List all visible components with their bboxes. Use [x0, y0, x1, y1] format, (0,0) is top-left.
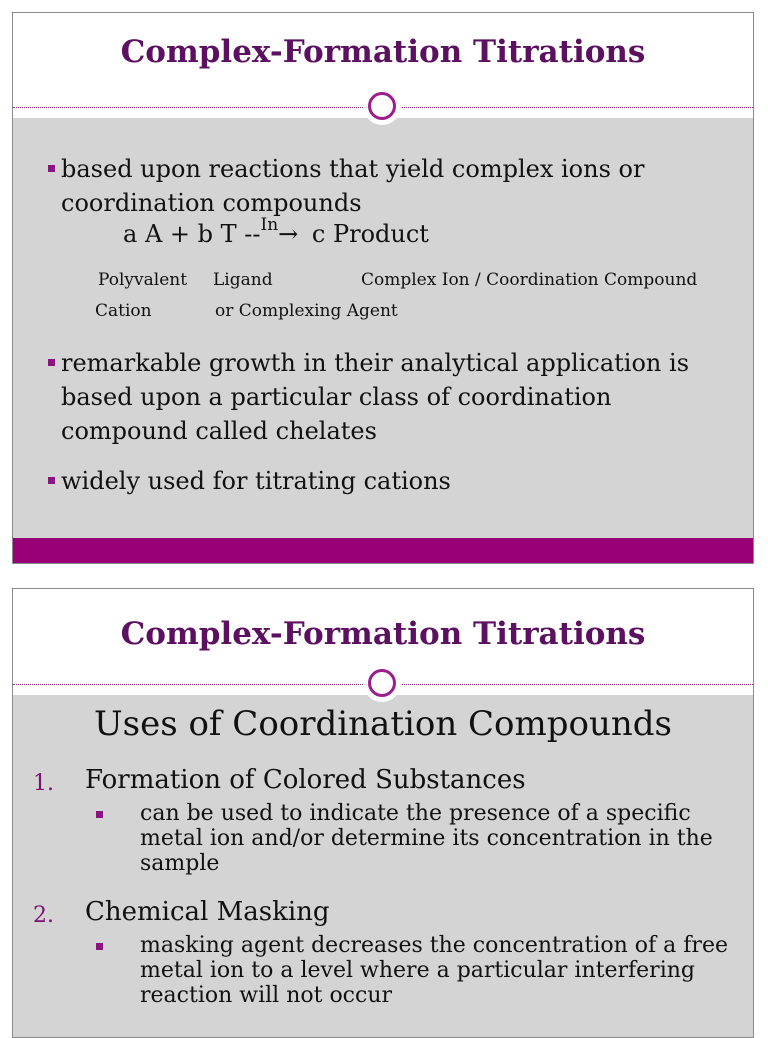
- item-1-detail: can be used to indicate the presence of a specific metal ion and/or determine its concentration in the sample: [140, 801, 713, 876]
- square-bullet-icon: [48, 359, 55, 366]
- arrow-icon: →: [278, 220, 299, 248]
- slide-1-title: Complex-Formation Titrations: [120, 34, 646, 70]
- slide-2: [12, 588, 754, 1038]
- item-1-label: Formation of Colored Substances: [85, 765, 526, 795]
- square-bullet-icon: [96, 811, 103, 818]
- label-complexing-agent: or Complexing Agent: [215, 301, 398, 321]
- item-2-number: 2.: [33, 903, 54, 928]
- bullet-text: widely used for titrating cations: [61, 467, 451, 495]
- slide-1-bullet-3: [61, 464, 731, 498]
- label-ligand: Ligand: [213, 270, 273, 290]
- label-complex-ion: Complex Ion / Coordination Compound: [361, 270, 698, 290]
- slide-1-body: [13, 118, 753, 538]
- equation-right: c Product: [311, 220, 429, 248]
- item-1-number: 1.: [33, 771, 54, 796]
- slide-1-bullet-2: [61, 346, 731, 448]
- reaction-equation: [123, 215, 429, 248]
- equation-left: a A + b T --: [123, 220, 261, 248]
- bullet-text: remarkable growth in their analytical application is based upon a particular class of coordination compound called chelates: [61, 349, 690, 445]
- square-bullet-icon: [48, 477, 55, 484]
- slide-2-title: Complex-Formation Titrations: [120, 616, 646, 652]
- circle-ornament-icon: [363, 87, 401, 125]
- slide-2-heading: Uses of Coordination Compounds: [93, 704, 673, 744]
- slide-1: [12, 12, 754, 564]
- equation-catalyst: In: [260, 215, 279, 235]
- circle-ornament-icon: [363, 664, 401, 702]
- square-bullet-icon: [96, 943, 103, 950]
- square-bullet-icon: [48, 165, 55, 172]
- bullet-text: based upon reactions that yield complex ions or coordination compounds: [61, 155, 645, 217]
- label-polyvalent: Polyvalent: [98, 270, 188, 290]
- slide-1-bullet-1: [61, 152, 731, 220]
- item-2-detail: masking agent decreases the concentration of a free metal ion to a level where a particular interfering reaction will not occur: [140, 933, 728, 1008]
- slide-1-footer-bar: [13, 538, 753, 564]
- label-cation: Cation: [95, 301, 152, 321]
- item-2-label: Chemical Masking: [85, 897, 330, 927]
